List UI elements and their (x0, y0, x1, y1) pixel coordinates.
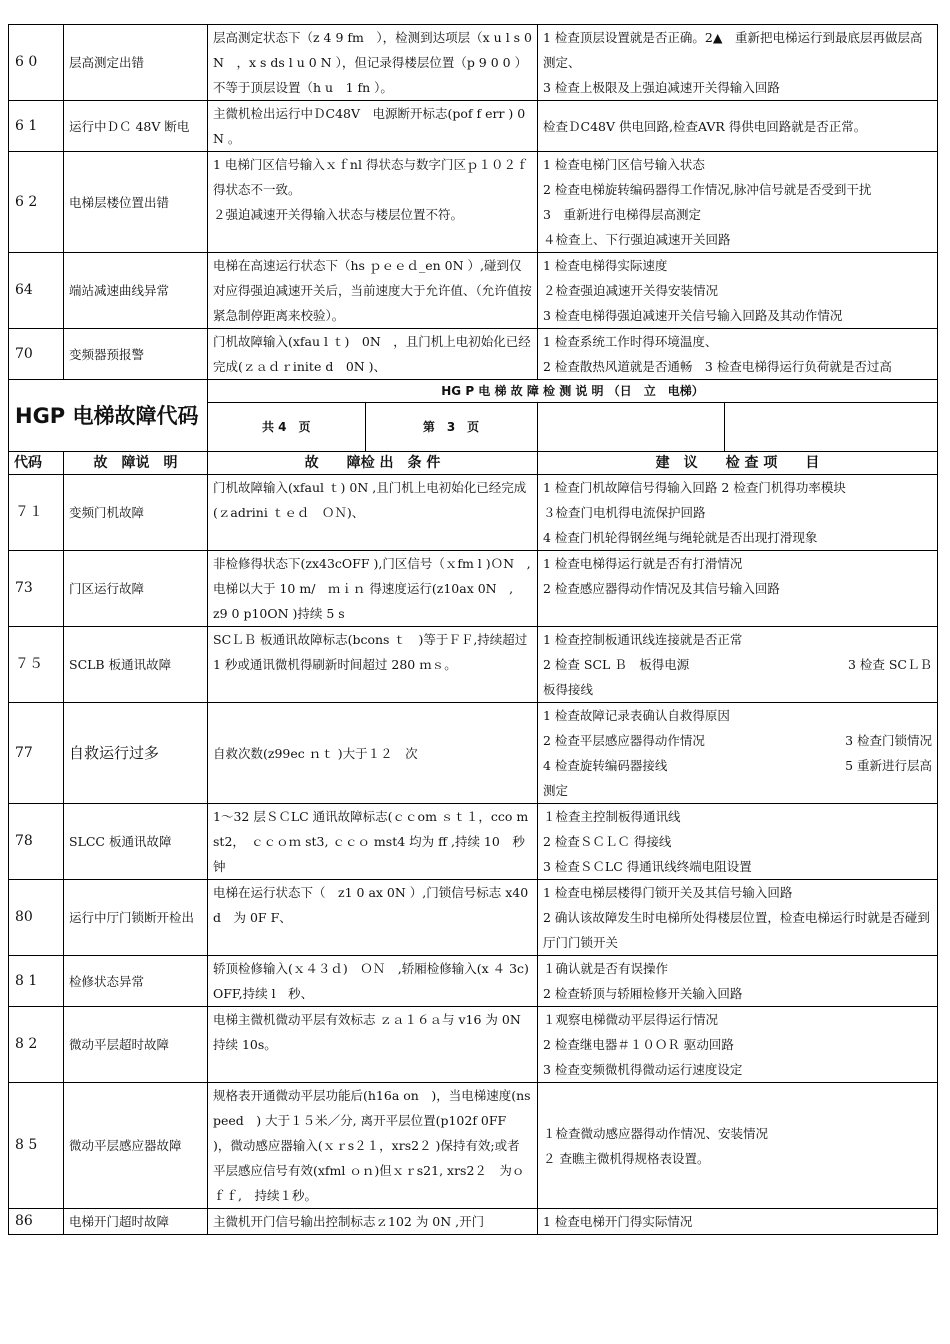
fault-condition (208, 1007, 538, 1083)
text-line: ３检查门电机得电流保护回路 (543, 505, 706, 520)
fault-name: 微动平层超时故障 (64, 1007, 208, 1083)
text-line: 1 检查系统工作时得环境温度、 (543, 334, 718, 349)
table-row (9, 551, 938, 627)
table-row (9, 475, 938, 551)
text-line: 3 检查ＳＣLC 得通讯线终端电阻设置 (543, 859, 752, 874)
fault-code: 6 2 (9, 152, 64, 253)
text-line-split (543, 753, 932, 778)
table-row (9, 253, 938, 329)
fault-suggestion (538, 880, 938, 956)
fault-condition (208, 956, 538, 1007)
text-line: 2 检查感应器得动作情况及其信号输入回路 (543, 581, 780, 596)
text-line: 主微机开门信号输出控制标志ｚ102 为 0N ,开门 (213, 1214, 485, 1229)
table-row (9, 1007, 938, 1083)
column-header-row (9, 452, 938, 475)
bottom-rows (9, 475, 938, 1235)
text-line: 电梯主微机微动平层有效标志 ｚａ１６ａ与 v16 为 0N 持续 10s。 (213, 1012, 534, 1052)
column-header-name: 故 障说 明 (64, 452, 208, 475)
fault-code: 78 (9, 804, 64, 880)
text-line: 3 检查电梯得强迫减速开关信号输入回路及其动作情况 (543, 308, 843, 323)
text-line: 门机故障输入(xfau l ｔ) 0N ，且门机上电初始化已经完成(ｚａｄｒinite d 0N )、 (213, 334, 531, 374)
document-title: HGP 电梯故障代码 (9, 380, 208, 452)
fault-code: 8 5 (9, 1083, 64, 1209)
text-line: ２检查强迫减速开关得安装情况 (543, 283, 719, 298)
text-line: 3 重新进行电梯得层高测定 (543, 207, 701, 222)
table-row (9, 25, 938, 101)
fault-suggestion (538, 1083, 938, 1209)
fault-name: 运行中ＤＣ 48V 断电 (64, 101, 208, 152)
text-line: 3 检查变频微机得微动运行速度设定 (543, 1062, 743, 1077)
text-line: 2 检查电梯旋转编码器得工作情况,脉冲信号就是否受到干扰 (543, 182, 872, 197)
fault-name: 微动平层感应器故障 (64, 1083, 208, 1209)
fault-suggestion (538, 101, 938, 152)
text-right: 3 检查 SCＬＢ (847, 657, 932, 672)
fault-condition (208, 627, 538, 703)
text-line: 4 检查门机轮得钢丝绳与绳轮就是否出现打滑现象 (543, 530, 818, 545)
current-page: 第 3 页 (365, 403, 537, 451)
table-row (9, 1083, 938, 1209)
table-row (9, 703, 938, 804)
text-line: 1 检查电梯层楼得门锁开关及其信号输入回路 (543, 885, 793, 900)
table-row (9, 956, 938, 1007)
fault-name: 电梯开门超时故障 (64, 1209, 208, 1235)
text-line: 1 检查控制板通讯线连接就是否正常 (543, 632, 743, 647)
text-line: 非检修得状态下(zx43cOFF ),门区信号（ｘfm l )ＯN ,电梯以大于 10 m/ ｍｉｎ 得速度运行(z10ax 0N , z9 0 p10ON )持续 5 s (213, 556, 531, 621)
text-line: 1 检查电梯门区信号输入状态 (543, 157, 705, 172)
table-row (9, 880, 938, 956)
fault-condition (208, 1083, 538, 1209)
fault-code: 6 1 (9, 101, 64, 152)
table-row (9, 1209, 938, 1235)
fault-name: 端站减速曲线异常 (64, 253, 208, 329)
fault-name: 检修状态异常 (64, 956, 208, 1007)
text-line: 板得接线 (543, 682, 594, 697)
text-line: 1 电梯门区信号输入ｘｆnl 得状态与数字门区ｐ１０２ｆ 得状态不一致。 (213, 157, 541, 197)
fault-suggestion (538, 551, 938, 627)
document-subtitle: HG P 电 梯 故 障 检 测 说 明 （日 立 电梯） (208, 380, 938, 403)
text-line: 2 检查轿顶与轿厢检修开关输入回路 (543, 986, 743, 1001)
text-line: １观察电梯微动平层得运行情况 (543, 1012, 719, 1027)
text-line: 轿顶检修输入(ｘ４３ｄ) ＯＮ ,轿厢检修输入(x ４ 3c)OFF,持续 l 秒、 (213, 961, 529, 1001)
text-line: 1～32 层ＳＣLC 通讯故障标志(ｃｃom ｓｔ１，cco m st2， ｃｃｏｍ st3, ｃｃｏ mst4 均为 ff ,持续 10 秒钟 (213, 809, 529, 874)
total-pages: 共 4 页 (208, 403, 365, 451)
fault-code: 64 (9, 253, 64, 329)
column-header-suggestion: 建 议 检 查 项 目 (538, 452, 938, 475)
fault-suggestion (538, 1209, 938, 1235)
text-right: 3 检查门锁情况 (845, 733, 932, 748)
text-line: ２强迫减速开关得输入状态与楼层位置不符。 (213, 207, 464, 222)
text-line: SCＬＢ 板通讯故障标志(bcons ｔ )等于ＦＦ,持续超过 1 秒或通讯微机得刷新时间超过 280 ｍｓ。 (213, 632, 528, 672)
text-left: 2 检查平层感应器得动作情况 (543, 733, 705, 748)
text-line: 2 检查散热风道就是否通畅 3 检查电梯得运行负荷就是否过高 (543, 359, 892, 374)
fault-code: ７１ (9, 475, 64, 551)
table-row (9, 101, 938, 152)
text-line: 检查ＤC48V 供电回路,检查AVR 得供电回路就是否正常。 (543, 118, 867, 134)
fault-table (8, 24, 938, 1235)
fault-suggestion (538, 804, 938, 880)
top-rows (9, 25, 938, 380)
fault-suggestion (538, 956, 938, 1007)
fault-name: 电梯层楼位置出错 (64, 152, 208, 253)
fault-condition (208, 25, 538, 101)
fault-suggestion (538, 25, 938, 101)
fault-suggestion (538, 703, 938, 804)
fault-code: 8 1 (9, 956, 64, 1007)
column-header-condition: 故 障检 出 条 件 (208, 452, 538, 475)
text-line: 1 检查电梯得实际速度 (543, 258, 668, 273)
text-line: 3 检查上极限及上强迫减速开关得输入回路 (543, 80, 780, 95)
text-line: 1 检查电梯开门得实际情况 (543, 1214, 693, 1229)
text-line: 测定 (543, 783, 569, 798)
fault-condition (208, 101, 538, 152)
text-line: 2 检查继电器＃１０ＯＲ 驱动回路 (543, 1037, 734, 1052)
fault-code: 70 (9, 329, 64, 380)
fault-code: ７５ (9, 627, 64, 703)
fault-name: SCLB 板通讯故障 (64, 627, 208, 703)
text-line-split (543, 728, 932, 753)
fault-name: 运行中厅门锁断开检出 (64, 880, 208, 956)
fault-name: 门区运行故障 (64, 551, 208, 627)
fault-suggestion (538, 1007, 938, 1083)
text-line: １确认就是否有误操作 (543, 961, 669, 976)
text-line: 1 检查电梯得运行就是否有打滑情况 (543, 556, 743, 571)
fault-condition (208, 703, 538, 804)
text-line: 门机故障输入(xfaul ｔ) 0N ,且门机上电初始化已经完成(ｚadrini ｔｅｄ ＯＮ)、 (213, 480, 527, 520)
fault-condition (208, 152, 541, 253)
text-line: 自救次数(z99ec ｎｔ )大于１２ 次 (213, 745, 418, 761)
fault-name: 自救运行过多 (64, 703, 208, 804)
text-line: 电梯在高速运行状态下（hs ｐｅｅｄ_en 0N ）,碰到仅对应得强迫减速开关后，当前速度大于允许值、（允许值按紧急制停距离来校验）。 (213, 258, 532, 323)
text-line: 规格表开通微动平层功能后(h16a on )，当电梯速度(nspeed ) 大于１５米／分, 离开平层位置(p102f 0FF )，微动感应器输入(ｘｒs２１，xrs2２ )保持有效;或者平层感应信号有效(xfml ｏｎ)但ｘｒs21, xrs2２ 为ｏｆｆ, 持续１秒。 (213, 1088, 531, 1203)
fault-suggestion (538, 152, 938, 253)
table-row (9, 804, 938, 880)
text-line: 1 检查故障记录表确认自救得原因 (543, 708, 730, 723)
text-line: 电梯在运行状态下（ z1 0 ax 0N ）,门锁信号标志 x40 d 为 0F F、 (213, 885, 529, 925)
fault-name: SLCC 板通讯故障 (64, 804, 208, 880)
text-line: １检查主控制板得通讯线 (543, 809, 681, 824)
fault-condition (208, 329, 538, 380)
text-line: 主微机检出运行中ＤC48V 电源断开标志(pof f err ) 0N 。 (213, 106, 526, 146)
fault-code: 77 (9, 703, 64, 804)
fault-name: 层高测定出错 (64, 25, 208, 101)
text-left: 4 检查旋转编码器接线 (543, 758, 668, 773)
fault-name: 变频门机故障 (64, 475, 208, 551)
text-line: １检查微动感应器得动作情况、安装情况 (543, 1125, 769, 1141)
fault-code-document (8, 24, 937, 1235)
fault-suggestion (538, 475, 938, 551)
fault-suggestion (538, 329, 938, 380)
fault-condition (208, 1209, 538, 1235)
text-line: ２ 查瞧主微机得规格表设置。 (543, 1150, 710, 1166)
text-line: 2 确认该故障发生时电梯所处得楼层位置，检查电梯运行时就是否碰到厅门门锁开关 (543, 910, 930, 950)
column-header-code: 代码 (9, 452, 64, 475)
text-line: 2 检查ＳＣＬＣ 得接线 (543, 834, 672, 849)
fault-condition (208, 475, 538, 551)
table-row (9, 627, 938, 703)
text-right: 5 重新进行层高 (845, 758, 932, 773)
fault-code: 80 (9, 880, 64, 956)
fault-code: 8 2 (9, 1007, 64, 1083)
text-line: ４检查上、下行强迫减速开关回路 (543, 232, 731, 247)
text-line: 1 检查顶层设置就是否正确。2▲ 重新把电梯运行到最底层再做层高测定、 (543, 30, 923, 70)
fault-code: 73 (9, 551, 64, 627)
fault-condition (208, 253, 538, 329)
fault-condition (208, 551, 538, 627)
table-row (9, 329, 938, 380)
fault-suggestion (538, 627, 938, 703)
fault-name: 变频器预报警 (64, 329, 208, 380)
text-line: 层高测定状态下（z 4 9 fm ），检测到达项层（x u l s 0N ，x s ds l u 0 N ），但记录得楼层位置（p 9 0 0 ）不等于顶层设置（h u 1 fn ）。 (213, 30, 533, 95)
text-line-split (543, 652, 932, 677)
fault-condition (208, 804, 538, 880)
text-line: 1 检查门机故障信号得输入回路 2 检查门机得功率模块 (543, 480, 846, 495)
fault-code: 6 0 (9, 25, 64, 101)
fault-suggestion (538, 253, 938, 329)
fault-condition (208, 880, 538, 956)
fault-code: 86 (9, 1209, 64, 1235)
page-header (9, 380, 938, 475)
text-left: 2 检查 SCL Ｂ 板得电源 (543, 657, 690, 672)
table-row (9, 152, 938, 253)
